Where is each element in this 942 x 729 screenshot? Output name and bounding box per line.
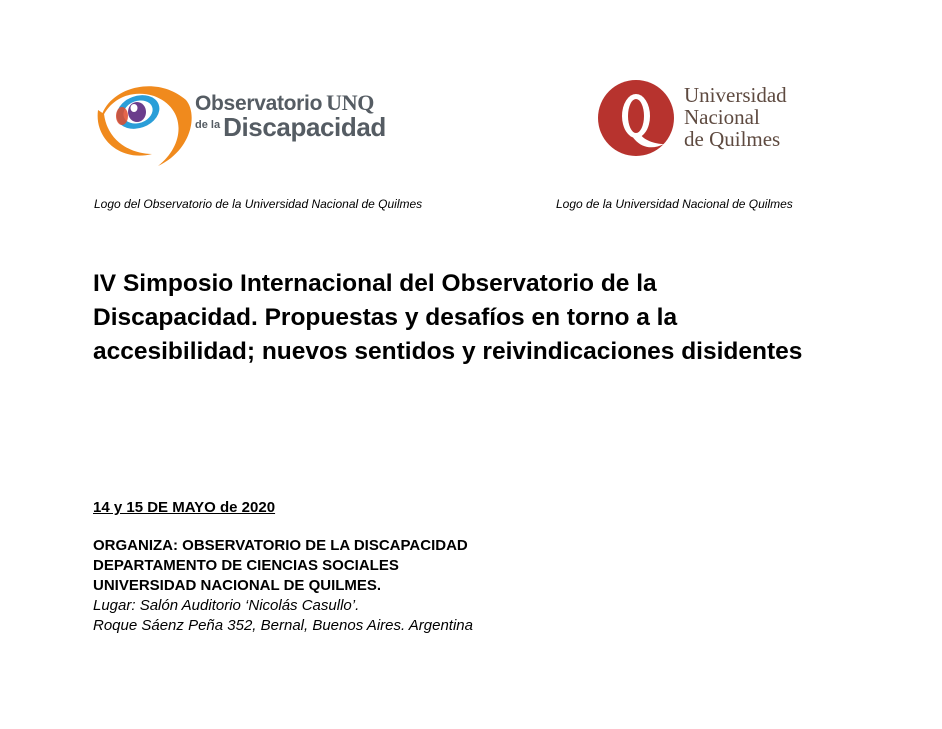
universidad-logo-caption: Logo de la Universidad Nacional de Quilmes [556,197,793,211]
observatorio-logo-line1: Observatorio UNQ [195,90,375,115]
organizers-block [93,536,793,636]
event-info [93,498,793,636]
venue-line: Lugar: Salón Auditorio ‘Nicolás Casullo’. [93,597,360,614]
observatorio-logo-caption: Logo del Observatorio de la Universidad Nacional de Quilmes [94,197,423,211]
address-line: Roque Sáenz Peña 352, Bernal, Buenos Aires. Argentina [93,617,473,634]
eye-icon [94,70,194,174]
document-title: IV Simposio Internacional del Observatorio de la Discapacidad. Propuestas y desafíos en torno a la accesibilidad; nuevos sentidos y reivindicaciones disidentes [93,270,803,365]
organizer-line: ORGANIZA: OBSERVATORIO DE LA DISCAPACIDAD [93,537,468,554]
universidad-logo [598,78,828,162]
organizer-line: DEPARTAMENTO DE CIENCIAS SOCIALES [93,557,399,574]
observatorio-logo [94,70,394,174]
organizer-line: UNIVERSIDAD NACIONAL DE QUILMES. [93,577,382,594]
event-date: 14 y 15 DE MAYO de 2020 [93,499,276,516]
observatorio-logo-line2: $^{de la}$ Discapacidad [195,112,386,142]
q-emblem-icon [598,78,682,162]
universidad-logo-text: Universidad Nacional de Quilmes [684,83,787,151]
